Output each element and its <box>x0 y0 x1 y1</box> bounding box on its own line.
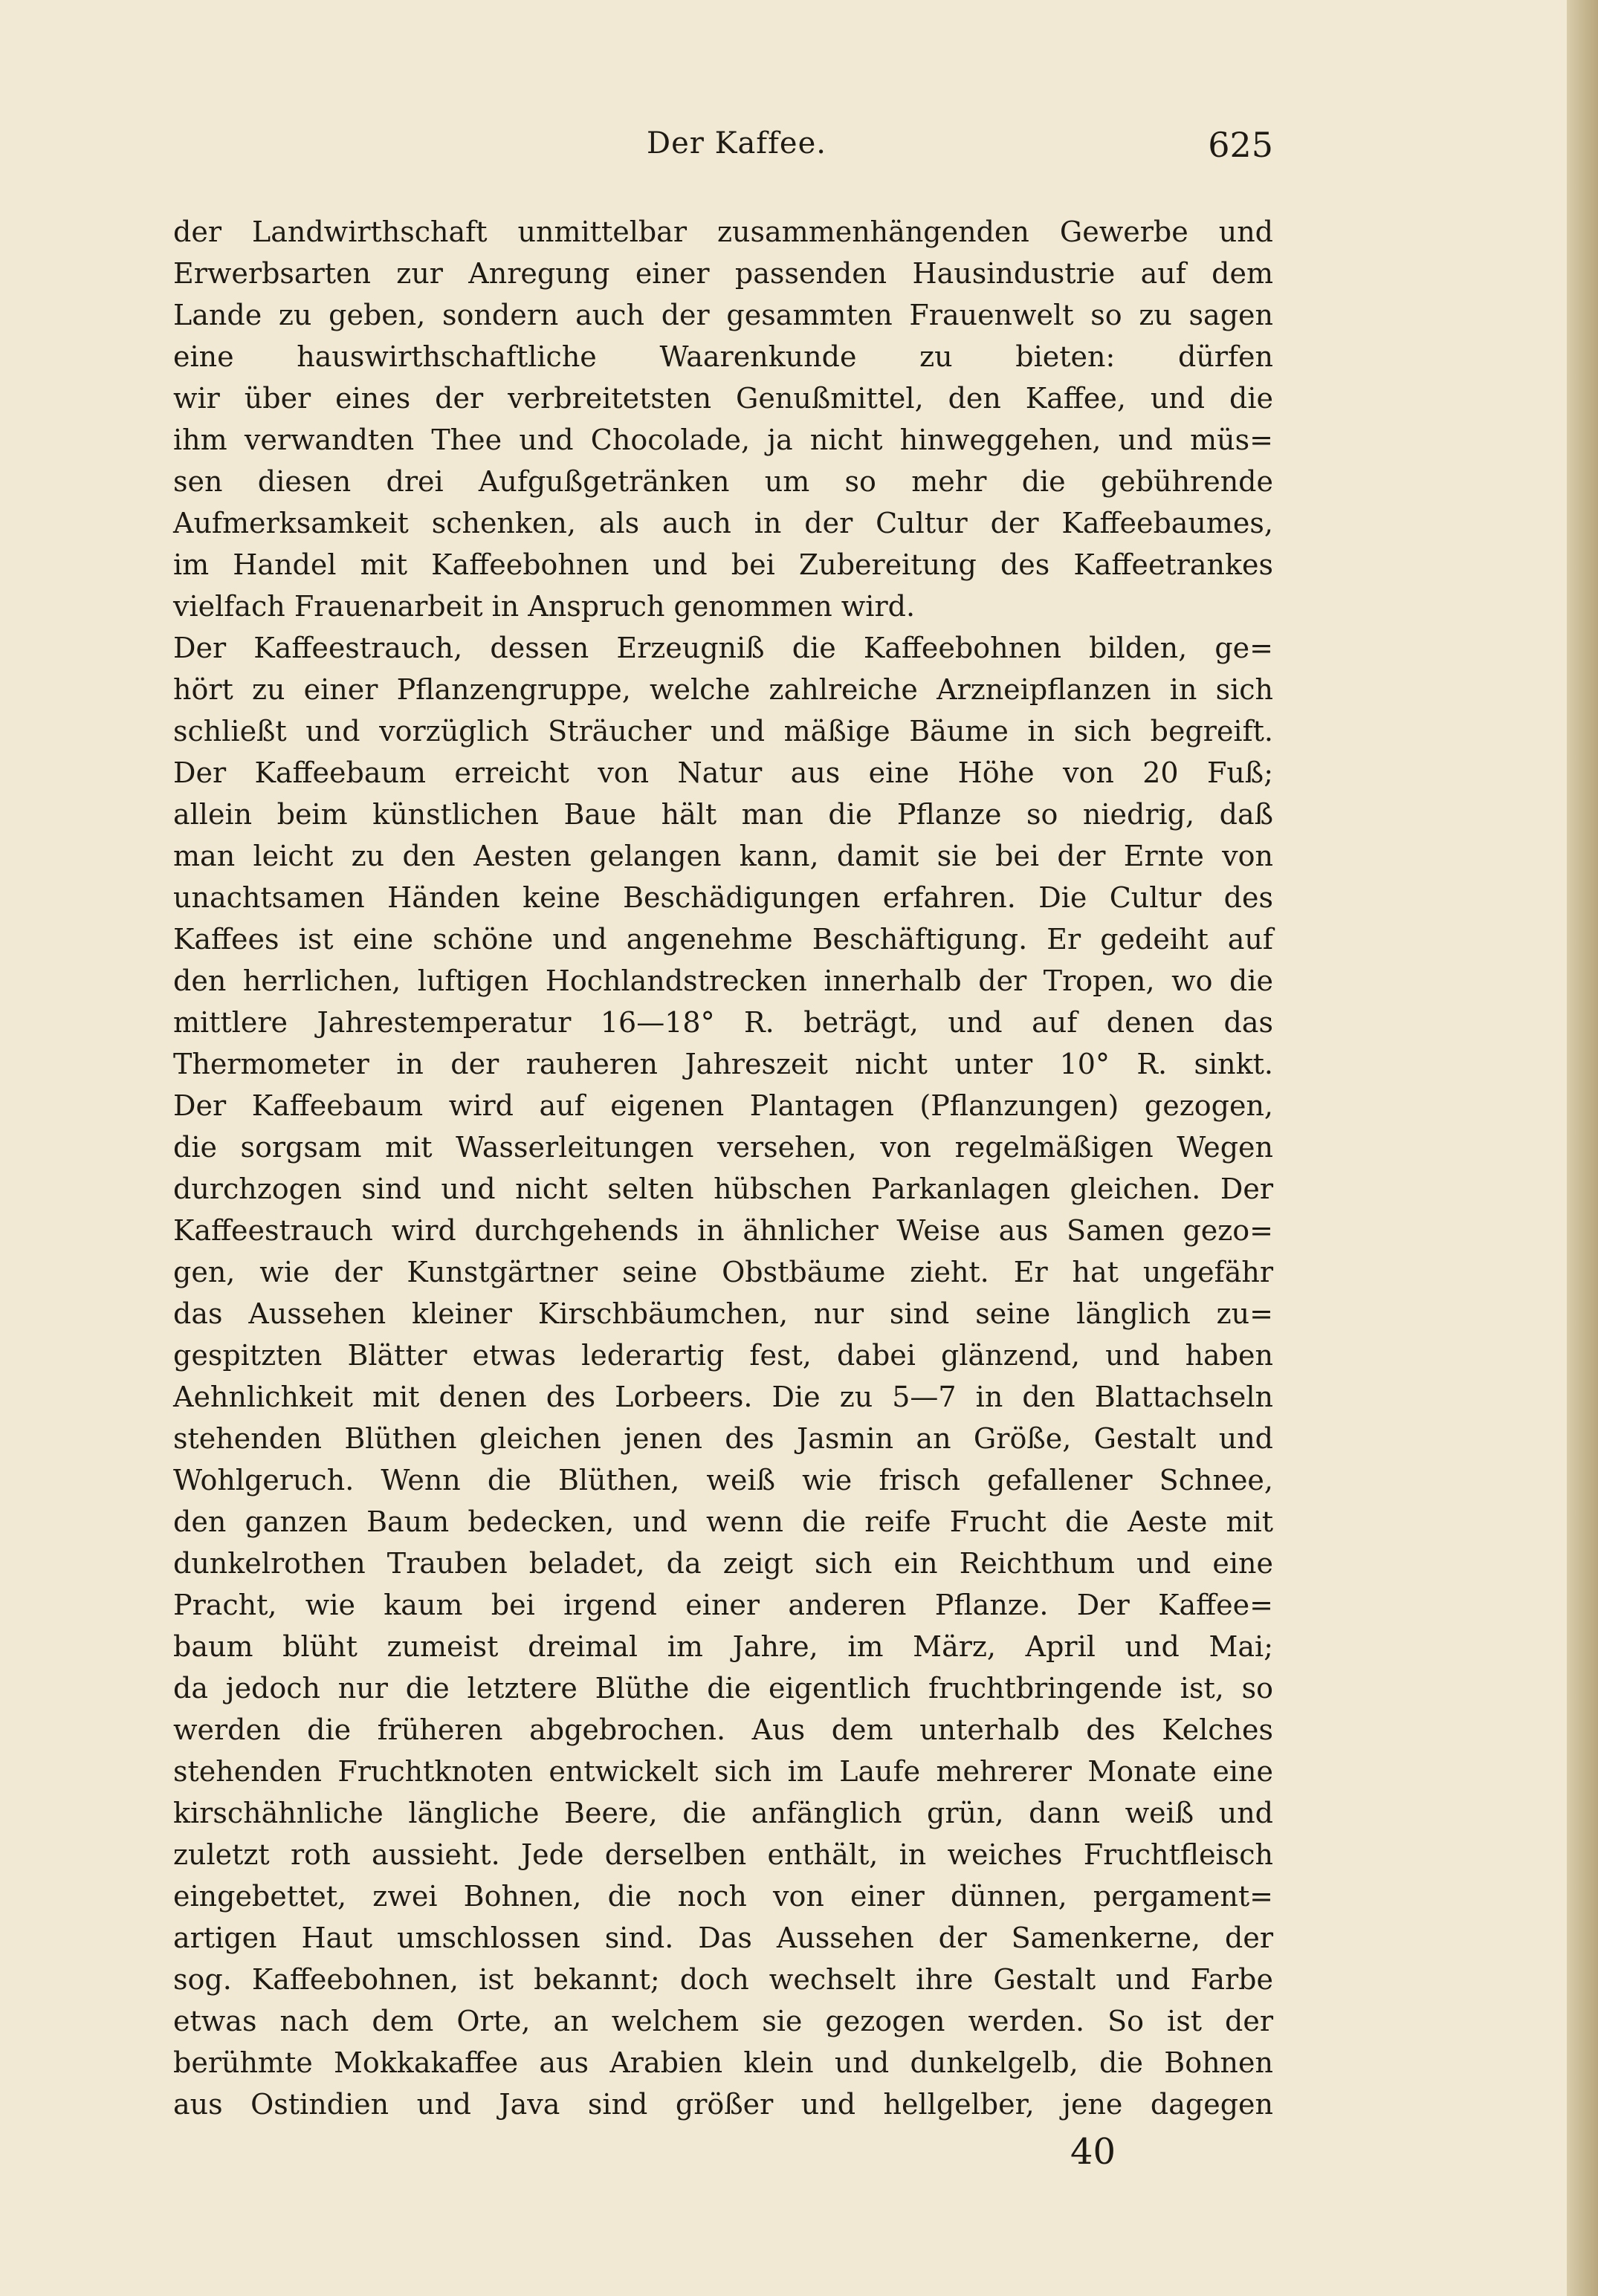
page-binding-edge <box>1567 0 1598 2296</box>
text-line: etwas nach dem Orte, an welchem sie gezogen werden. So ist der <box>173 2005 1273 2037</box>
text-line: Pracht, wie kaum bei irgend einer anderen Pflanze. Der Kaffee= <box>173 1589 1273 1621</box>
text-line: stehenden Fruchtknoten entwickelt sich im Laufe mehrerer Monate eine <box>173 1755 1273 1788</box>
text-line: Wohlgeruch. Wenn die Blüthen, weiß wie frisch gefallener Schnee, <box>173 1464 1273 1496</box>
text-line: eine hauswirthschaftliche Waarenkunde zu bieten: dürfen <box>173 340 1273 373</box>
text-line: den ganzen Baum bedecken, und wenn die reife Frucht die Aeste mit <box>173 1505 1273 1538</box>
text-line: der Landwirthschaft unmittelbar zusammenhängenden Gewerbe und <box>173 215 1273 248</box>
text-line: wir über eines der verbreitetsten Genußmittel, den Kaffee, und die <box>173 382 1273 415</box>
text-line: hört zu einer Pflanzengruppe, welche zahlreiche Arzneipflanzen in sich <box>173 673 1273 706</box>
text-line: Kaffeestrauch wird durchgehends in ähnlicher Weise aus Samen gezo= <box>173 1214 1273 1247</box>
text-line: unachtsamen Händen keine Beschädigungen erfahren. Die Cultur des <box>173 881 1273 914</box>
text-line: gespitzten Blätter etwas lederartig fest, dabei glänzend, und haben <box>173 1339 1273 1372</box>
text-line: allein beim künstlichen Baue hält man die Pflanze so niedrig, daß <box>173 798 1273 831</box>
text-line: Der Kaffeestrauch, dessen Erzeugniß die Kaffeebohnen bilden, ge= <box>173 632 1273 664</box>
text-line: Aehnlichkeit mit denen des Lorbeers. Die zu 5—7 in den Blattachseln <box>173 1381 1273 1413</box>
text-line: das Aussehen kleiner Kirschbäumchen, nur sind seine länglich zu= <box>173 1297 1273 1330</box>
text-line: die sorgsam mit Wasserleitungen versehen, von regelmäßigen Wegen <box>173 1131 1273 1164</box>
text-line: Aufmerksamkeit schenken, als auch in der Cultur der Kaffeebaumes, <box>173 507 1273 539</box>
text-line: im Handel mit Kaffeebohnen und bei Zubereitung des Kaffeetrankes <box>173 548 1273 581</box>
text-line: eingebettet, zwei Bohnen, die noch von einer dünnen, pergament= <box>173 1880 1273 1913</box>
body-text <box>173 211 1273 2125</box>
text-line: Kaffees ist eine schöne und angenehme Beschäftigung. Er gedeiht auf <box>173 923 1273 956</box>
text-line: da jedoch nur die letztere Blüthe die eigentlich fruchtbringende ist, so <box>173 1672 1273 1705</box>
text-line: sog. Kaffeebohnen, ist bekannt; doch wechselt ihre Gestalt und Farbe <box>173 1963 1273 1996</box>
text-line: man leicht zu den Aesten gelangen kann, damit sie bei der Ernte von <box>173 840 1273 872</box>
text-line: baum blüht zumeist dreimal im Jahre, im März, April und Mai; <box>173 1630 1273 1663</box>
text-line: schließt und vorzüglich Sträucher und mäßige Bäume in sich begreift. <box>173 715 1273 748</box>
text-line: durchzogen sind und nicht selten hübschen Parkanlagen gleichen. Der <box>173 1173 1273 1205</box>
page-number: 625 <box>1208 125 1273 165</box>
text-line: sen diesen drei Aufgußgetränken um so mehr die gebührende <box>173 465 1273 498</box>
text-line: den herrlichen, luftigen Hochlandstrecken innerhalb der Tropen, wo die <box>173 964 1273 997</box>
text-line: Thermometer in der rauheren Jahreszeit nicht unter 10° R. sinkt. <box>173 1048 1273 1080</box>
text-line: aus Ostindien und Java sind größer und hellgelber, jene dagegen <box>173 2088 1273 2121</box>
text-line: stehenden Blüthen gleichen jenen des Jasmin an Größe, Gestalt und <box>173 1422 1273 1455</box>
text-line: artigen Haut umschlossen sind. Das Aussehen der Samenkerne, der <box>173 1922 1273 1954</box>
running-title: Der Kaffee. <box>647 126 827 160</box>
text-line: zuletzt roth aussieht. Jede derselben enthält, in weiches Fruchtfleisch <box>173 1838 1273 1871</box>
text-line: Der Kaffeebaum erreicht von Natur aus eine Höhe von 20 Fuß; <box>173 756 1273 789</box>
text-line: Lande zu geben, sondern auch der gesammten Frauenwelt so zu sagen <box>173 299 1273 331</box>
text-line: ihm verwandten Thee und Chocolade, ja nicht hinweggehen, und müs= <box>173 424 1273 456</box>
text-line: vielfach Frauenarbeit in Anspruch genommen wird. <box>173 590 916 623</box>
text-line: berühmte Mokkakaffee aus Arabien klein und dunkelgelb, die Bohnen <box>173 2046 1273 2079</box>
signature-mark: 40 <box>1070 2131 1116 2173</box>
text-line: Erwerbsarten zur Anregung einer passenden Hausindustrie auf dem <box>173 257 1273 290</box>
text-line: kirschähnliche längliche Beere, die anfänglich grün, dann weiß und <box>173 1797 1273 1829</box>
text-line: werden die früheren abgebrochen. Aus dem unterhalb des Kelches <box>173 1713 1273 1746</box>
text-line: Der Kaffeebaum wird auf eigenen Plantagen (Pflanzungen) gezogen, <box>173 1089 1273 1122</box>
page-header <box>173 120 1273 172</box>
text-line: dunkelrothen Trauben beladet, da zeigt sich ein Reichthum und eine <box>173 1547 1273 1580</box>
text-line: gen, wie der Kunstgärtner seine Obstbäume zieht. Er hat ungefähr <box>173 1256 1273 1288</box>
text-line: mittlere Jahrestemperatur 16—18° R. beträgt, und auf denen das <box>173 1006 1273 1039</box>
